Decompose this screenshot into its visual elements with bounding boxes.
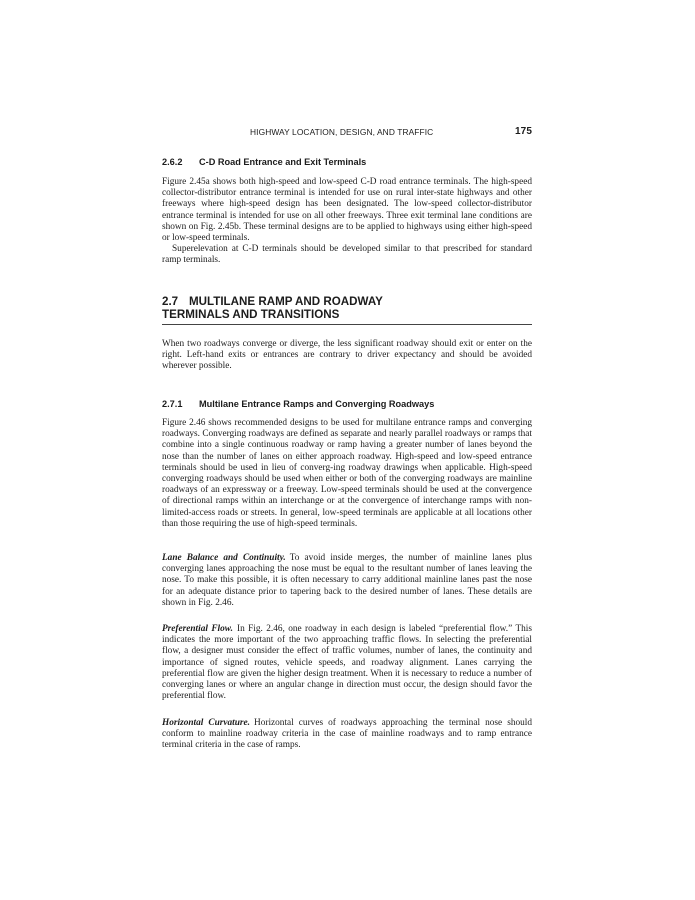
- section-2-6-2-heading: [162, 156, 532, 168]
- paragraph: Superelevation at C-D terminals should be developed similar to that prescribed for standard ramp terminals.: [162, 244, 532, 266]
- section-title-line-2: TERMINALS AND TRANSITIONS: [162, 307, 340, 321]
- page-number: 175: [515, 126, 532, 137]
- horizontal-curvature-paragraph: [162, 718, 532, 752]
- lane-balance-paragraph: [162, 553, 532, 609]
- section-2-7-1-heading: [162, 398, 532, 410]
- section-number: 2.7: [162, 295, 179, 308]
- preferential-flow-paragraph: [162, 624, 532, 702]
- paragraph: Figure 2.46 shows recommended designs to be used for multilane entrance ramps and converging roadways. Converging roadways are defined as separate and nearly parallel roadways or ramps that combine into a single continuous roadway or ramp having a greater number of lanes beyond the nose than the number of lanes on either approach roadway. High-speed and low-speed entrance terminals should be used in lieu of converg-ing roadway drawings when applicable. High-speed converging roadways should be used when either or both of the converging roadways are mainline roadways of an expressway or a freeway. Low-speed terminals should be used at the convergence of directional ramps within an interchange or at the convergence of interchange ramps with non-limited-access roads or streets. In general, low-speed terminals are applicable at all locations other than those requiring the use of high-speed terminals.: [162, 418, 532, 529]
- paragraph-text: To avoid inside merges, the number of mainline lanes plus converging lanes approaching the nose must be equal to the resultant number of lanes leaving the nose. To make this possible, it is often necessary to carry additional mainline lanes past the nose for an adequate distance prior to tapering back to the desired number of lanes. These details are shown in Fig. 2.46.: [162, 553, 532, 608]
- run-in-heading: Horizontal Curvature.: [162, 718, 250, 728]
- paragraph: When two roadways converge or diverge, the less significant roadway should exit or enter on the right. Left-hand exits or entrances are contrary to driver expectancy and should be avoided wherever possible.: [162, 339, 532, 372]
- run-in-heading: Lane Balance and Continuity.: [162, 553, 286, 563]
- section-title-line-1: MULTILANE RAMP AND ROADWAY: [189, 295, 383, 308]
- section-title: Multilane Entrance Ramps and Converging Roadways: [199, 399, 435, 409]
- run-in-heading: Preferential Flow.: [162, 624, 233, 634]
- section-title: C-D Road Entrance and Exit Terminals: [199, 157, 367, 167]
- running-header: [162, 126, 532, 140]
- section-2-7-body: [162, 339, 532, 373]
- section-number: 2.6.2: [162, 157, 183, 167]
- section-2-7-1-body: [162, 418, 532, 530]
- paragraph-text: In Fig. 2.46, one roadway in each design is labeled “preferential flow.” This indicates the more important of the two approaching traffic flows. In selecting the preferential flow, a designer must consider the effect of traffic volumes, number of lanes, the continuity and importance of signed routes, vehicle speeds, and roadway alignment. Lanes carrying the preferential flow are given the higher design treatment. When it is necessary to reduce a number of converging lanes or where an angular change in direction must occur, the design should favor the preferential flow.: [162, 624, 532, 702]
- paragraph: Figure 2.45a shows both high-speed and low-speed C-D road entrance terminals. The high-speed collector-distributor entrance terminal is intended for use on rural inter-state highways and other freeways where high-speed design has been designated. The low-speed collector-distributor entrance terminal is intended for use on all other freeways. Three exit terminal lane conditions are shown on Fig. 2.45b. These terminal designs are to be applied to highways using either high-speed or low-speed terminals.: [162, 177, 532, 244]
- paragraph-text: Horizontal curves of roadways approaching the terminal nose should conform to mainline roadway criteria in the case of mainline roadways and to ramp entrance terminal criteria in the case of ramps.: [162, 718, 532, 751]
- section-2-6-2-body: [162, 177, 532, 267]
- section-number: 2.7.1: [162, 399, 183, 409]
- running-title: HIGHWAY LOCATION, DESIGN, AND TRAFFIC: [250, 127, 434, 137]
- section-2-7-heading: [162, 296, 532, 325]
